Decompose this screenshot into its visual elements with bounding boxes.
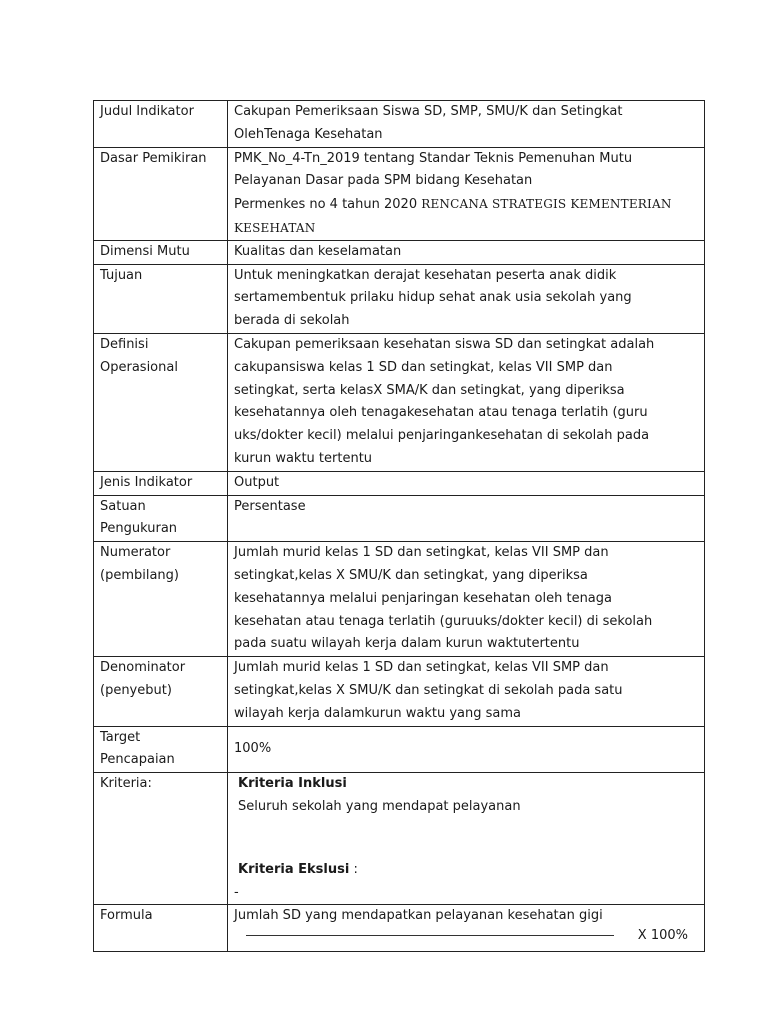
row-dasar-pemikiran (94, 147, 705, 240)
label-cell (94, 264, 228, 333)
row-value-line: Persentase (234, 498, 306, 514)
row-value-line: Jumlah murid kelas 1 SD dan setingkat, kelas VII SMP dan (234, 660, 609, 676)
row-value-line: kesehatannya melalui penjaringan kesehatan oleh tenaga (234, 590, 612, 606)
row-value-line: wilayah kerja dalamkurun waktu yang sama (234, 705, 522, 721)
value-cell (228, 333, 705, 471)
label-cell (94, 240, 228, 264)
row-label: Dasar Pemikiran (100, 150, 207, 166)
row-value-line: berada di sekolah (234, 313, 350, 329)
value-cell (228, 101, 705, 148)
row-kriteria (94, 773, 705, 905)
formula (234, 905, 698, 951)
row-jenis-indikator (94, 471, 705, 495)
row-label: Pencapaian (100, 752, 175, 768)
row-value-line: uks/dokter kecil) melalui penjaringankesehatan di sekolah pada (234, 428, 650, 444)
value-cell (228, 264, 705, 333)
row-label: Kriteria: (100, 776, 152, 792)
value-cell (228, 147, 705, 240)
kriteria-ekslusi-colon: : (349, 861, 358, 877)
row-label: Target (100, 729, 141, 745)
target-value: 100% (234, 740, 272, 756)
label-cell (94, 101, 228, 148)
row-label: Satuan (100, 498, 146, 514)
row-label: Judul Indikator (100, 104, 194, 119)
kriteria-ekslusi-title: Kriteria Ekslusi (238, 861, 350, 877)
row-label: (penyebut) (100, 682, 172, 698)
row-value-line: Cakupan pemeriksaan kesehatan siswa SD dan setingkat adalah (234, 336, 655, 352)
row-value-line: Output (234, 474, 280, 490)
row-label: Numerator (100, 545, 171, 561)
row-label: Tujuan (100, 267, 143, 283)
row-label: Operasional (100, 359, 178, 375)
row-label: (pembilang) (100, 567, 179, 583)
row-value-line: pada suatu wilayah kerja dalam kurun waktutertentu (234, 636, 580, 652)
label-cell (94, 471, 228, 495)
formula-numerator: Jumlah SD yang mendapatkan pelayanan kesehatan gigi (234, 908, 603, 924)
label-cell (94, 657, 228, 726)
row-label: Formula (100, 908, 153, 924)
row-value-line: Jumlah murid kelas 1 SD dan setingkat, kelas VII SMP dan (234, 545, 609, 561)
value-cell (228, 657, 705, 726)
kriteria-ekslusi-line (234, 859, 698, 882)
spacer (234, 819, 698, 859)
row-target-pencapaian (94, 726, 705, 773)
label-cell (94, 773, 228, 905)
label-cell (94, 147, 228, 240)
row-value-line: setingkat,kelas X SMU/K dan setingkat, yang diperiksa (234, 567, 588, 583)
row-value-line: sertamembentuk prilaku hidup sehat anak usia sekolah yang (234, 290, 632, 306)
row-value-line: kesehatan atau tenaga terlatih (guruuks/dokter kecil) di sekolah (234, 613, 653, 629)
value-cell (228, 471, 705, 495)
row-judul-indikator (94, 101, 705, 148)
label-cell (94, 542, 228, 657)
value-cell (228, 542, 705, 657)
row-value-line: Pelayanan Dasar pada SPM bidang Kesehatan (234, 173, 533, 189)
kriteria-inklusi-title: Kriteria Inklusi (238, 776, 347, 792)
row-tujuan (94, 264, 705, 333)
row-value-line: PMK_No_4-Tn_2019 tentang Standar Teknis Pemenuhan Mutu (234, 150, 633, 166)
indicator-table (93, 100, 705, 952)
label-cell (94, 905, 228, 952)
row-dimensi-mutu (94, 240, 705, 264)
row-label: Denominator (100, 660, 186, 676)
formula-multiplier: X 100% (637, 928, 688, 944)
row-label: Pengukuran (100, 521, 178, 537)
kriteria-ekslusi-text: - (234, 884, 239, 900)
value-cell (228, 726, 705, 773)
label-cell (94, 726, 228, 773)
regulation-title: RENCANA STRATEGIS KEMENTERIAN (421, 197, 672, 212)
row-label: Jenis Indikator (100, 474, 193, 490)
row-numerator (94, 542, 705, 657)
row-value-line: Cakupan Pemeriksaan Siswa SD, SMP, SMU/K dan Setingkat (234, 104, 623, 119)
row-label: Dimensi Mutu (100, 243, 190, 259)
row-value-line: OlehTenaga Kesehatan (234, 126, 383, 142)
row-value-line: kesehatannya oleh tenagakesehatan atau tenaga terlatih (guru (234, 405, 648, 421)
label-cell (94, 495, 228, 542)
row-formula (94, 905, 705, 952)
row-definisi-operasional (94, 333, 705, 471)
row-value-line: Kualitas dan keselamatan (234, 243, 402, 259)
row-value-line: setingkat, serta kelasX SMA/K dan setingkat, yang diperiksa (234, 382, 625, 398)
row-satuan-pengukuran (94, 495, 705, 542)
regulation-title: KESEHATAN (234, 220, 316, 235)
value-cell (228, 773, 705, 905)
row-value-line: Untuk meningkatkan derajat kesehatan peserta anak didik (234, 267, 617, 283)
value-cell (228, 240, 705, 264)
fraction-line (246, 935, 614, 936)
row-denominator (94, 657, 705, 726)
row-value-line: setingkat,kelas X SMU/K dan setingkat di sekolah pada satu (234, 682, 623, 698)
row-value-line: kurun waktu tertentu (234, 450, 373, 466)
row-value-line: cakupansiswa kelas 1 SD dan setingkat, kelas VII SMP dan (234, 359, 613, 375)
regulation-ref: Permenkes no 4 tahun 2020 (234, 197, 418, 213)
value-cell (228, 495, 705, 542)
kriteria-inklusi-text: Seluruh sekolah yang mendapat pelayanan (238, 798, 521, 814)
value-cell (228, 905, 705, 952)
row-label: Definisi (100, 336, 149, 352)
label-cell (94, 333, 228, 471)
row-value-line (234, 193, 698, 217)
